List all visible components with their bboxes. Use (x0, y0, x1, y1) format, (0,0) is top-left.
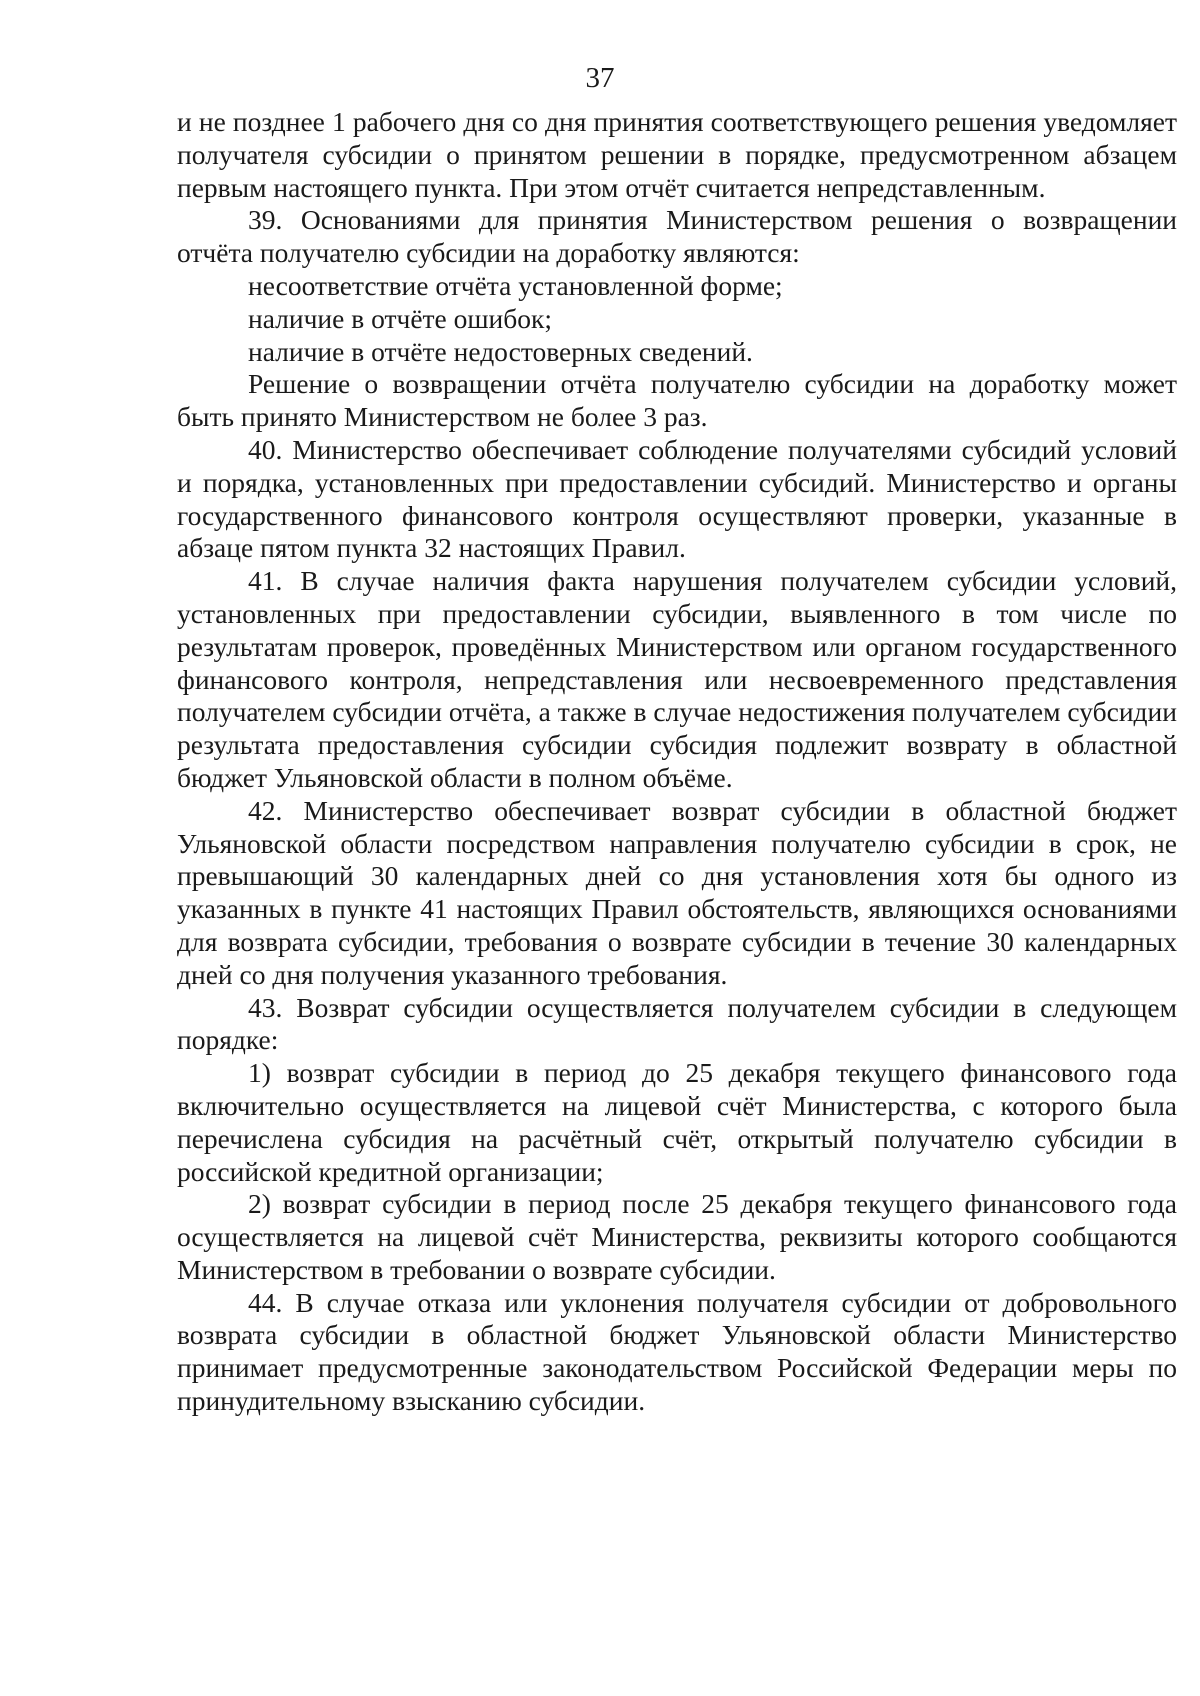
paragraph-39-item-3: наличие в отчёте недостоверных сведений. (248, 335, 753, 367)
paragraph-41: 41. В случае наличия факта нарушения получателем субсидии условий, установленных при предоставлении субсидии, выявленного в том числе по результатам проверок, проведённых Министерством или органом государственного финансового контроля, непредставления или несвоевременного представления получателем субсидии отчёта, а также в случае недостижения получателем субсидии результата предоставления субсидии субсидия подлежит возврату в областной бюджет Ульяновской области в полном объёме. (177, 565, 1177, 793)
paragraph-39-item-1: несоответствие отчёта установленной форме; (248, 269, 783, 301)
paragraph-40: 40. Министерство обеспечивает соблюдение получателями субсидий условий и порядка, установленных при предоставлении субсидий. Министерство и органы государственного финансового контроля осуществляют проверки, указанные в абзаце пятом пункта 32 настоящих Правил. (177, 433, 1177, 564)
page-number: 37 (585, 62, 615, 94)
document-body (177, 106, 1177, 1418)
paragraph-43: 43. Возврат субсидии осуществляется получателем субсидии в следующем порядке: (177, 991, 1177, 1056)
paragraph-42: 42. Министерство обеспечивает возврат субсидии в областной бюджет Ульяновской области посредством направления получателю субсидии в срок, не превышающий 30 календарных дней со дня установления хотя бы одного из указанных в пункте 41 настоящих Правил обстоятельств, являющихся основаниями для возврата субсидии, требования о возврате субсидии в течение 30 календарных дней со дня получения указанного требования. (177, 794, 1177, 990)
paragraph-39-item-2: наличие в отчёте ошибок; (248, 302, 553, 334)
paragraph-43-item-1: 1) возврат субсидии в период до 25 декабря текущего финансового года включительно осуществляется на лицевой счёт Министерства, с которого была перечислена субсидия на расчётный счёт, открытый получателю субсидии в российской кредитной организации; (177, 1057, 1177, 1187)
paragraph-1: и не позднее 1 рабочего дня со дня принятия соответствующего решения уведомляет получателя субсидии о принятом решении в порядке, предусмотренном абзацем первым настоящего пункта. При этом отчёт считается непредставленным. (177, 106, 1177, 203)
paragraph-43-item-2: 2) возврат субсидии в период после 25 декабря текущего финансового года осуществляется на лицевой счёт Министерства, реквизиты которого сообщаются Министерством в требовании о возврате субсидии. (177, 1188, 1177, 1285)
paragraph-39-decision: Решение о возвращении отчёта получателю субсидии на доработку может быть принято Министерством не более 3 раз. (177, 368, 1177, 433)
paragraph-44: 44. В случае отказа или уклонения получателя субсидии от добровольного возврата субсидии в областной бюджет Ульяновской области Министерство принимает предусмотренные законодательством Российской Федерации меры по принудительному взысканию субсидии. (177, 1286, 1177, 1417)
paragraph-39: 39. Основаниями для принятия Министерством решения о возвращении отчёта получателю субсидии на доработку являются: (177, 204, 1177, 269)
